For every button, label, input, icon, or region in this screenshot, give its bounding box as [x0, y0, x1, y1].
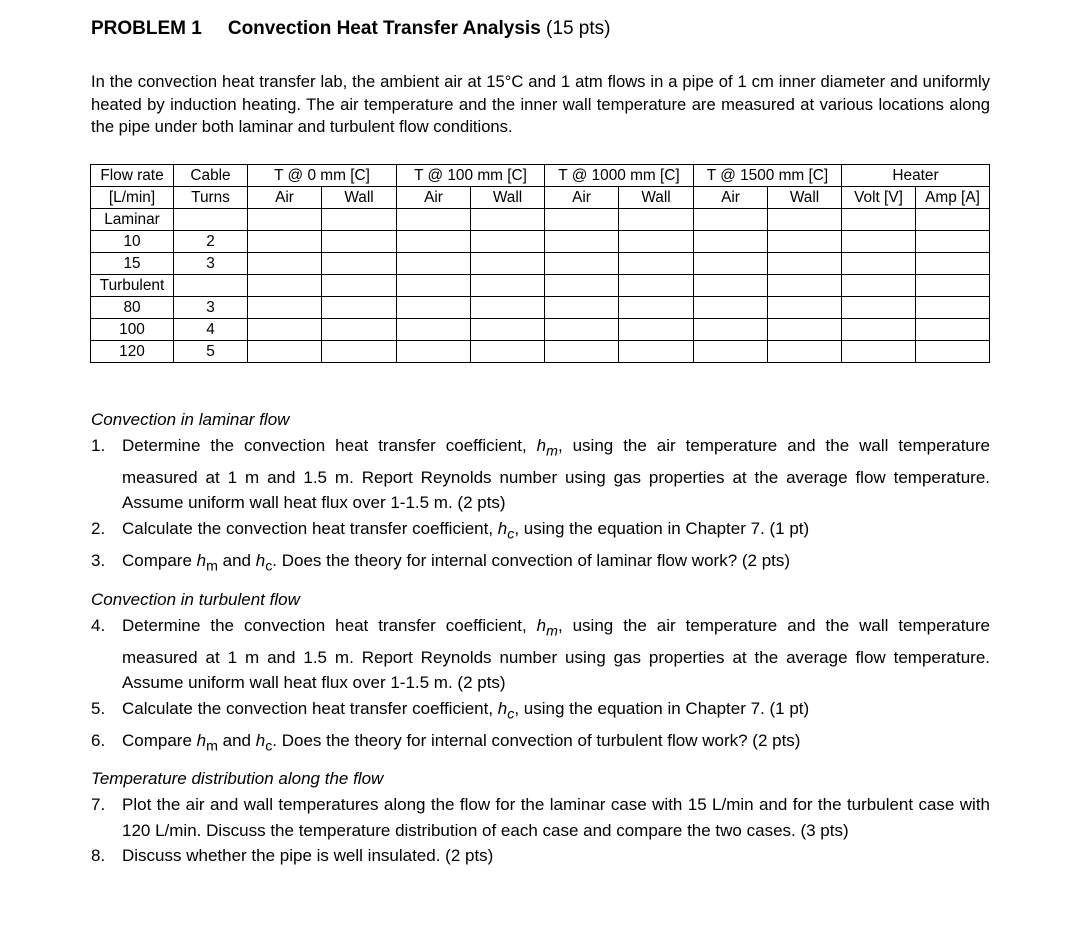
empty-cell [248, 253, 322, 275]
empty-cell [322, 341, 397, 363]
laminar-label: Laminar [91, 209, 174, 231]
flow-value: 15 [91, 253, 174, 275]
question-item [91, 728, 990, 760]
empty-cell [397, 319, 471, 341]
table-header-row-1 [91, 165, 990, 187]
empty-cell [619, 231, 694, 253]
empty-cell [397, 209, 471, 231]
empty-cell [471, 319, 545, 341]
header-wall: Wall [471, 187, 545, 209]
empty-cell [322, 209, 397, 231]
header-flow-rate: Flow rate [91, 165, 174, 187]
header-air: Air [545, 187, 619, 209]
table-row [91, 209, 990, 231]
question-number: 6. [91, 730, 106, 750]
header-volt: Volt [V] [842, 187, 916, 209]
question-text: Compare $h_m$ and $h_c$. Does the theory for internal convection of laminar flow work? (2 pts) [122, 550, 791, 575]
empty-cell [619, 341, 694, 363]
question-number: 2. [91, 518, 106, 538]
header-turns: Turns [174, 187, 248, 209]
question-text: Calculate the convection heat transfer coefficient, $h_c$, using the equation in Chapter 7. (1 pt) [122, 698, 810, 723]
turns-value: 2 [174, 231, 248, 253]
empty-cell [545, 253, 619, 275]
empty-cell [619, 275, 694, 297]
header-cable: Cable [174, 165, 248, 187]
empty-cell [842, 209, 916, 231]
empty-cell [619, 253, 694, 275]
empty-cell [545, 209, 619, 231]
empty-cell [694, 209, 768, 231]
question-text: Discuss whether the pipe is well insulated. (2 pts) [122, 846, 494, 865]
question-number: 3. [91, 550, 106, 570]
empty-cell [471, 275, 545, 297]
empty-cell [619, 319, 694, 341]
header-t0: T @ 0 mm [C] [248, 165, 397, 187]
empty-cell [842, 275, 916, 297]
flow-value: 120 [91, 341, 174, 363]
empty-cell [916, 341, 990, 363]
question-number: 7. [91, 795, 106, 814]
problem-heading [91, 18, 610, 40]
empty-cell [248, 231, 322, 253]
empty-cell [768, 319, 842, 341]
empty-cell [322, 297, 397, 319]
empty-cell [916, 253, 990, 275]
table-row [91, 253, 990, 275]
question-text: Determine the convection heat transfer coefficient, $h_m$, using the air temperature and the wall temperature measured at 1 m and 1.5 m. Report Reynolds number using gas properties at the average flow temperature. Assume uniform wall heat flux over 1-1.5 m. (2 pts) [122, 616, 990, 693]
table-row [91, 341, 990, 363]
table-row [91, 275, 990, 297]
header-flow-unit: [L/min] [91, 187, 174, 209]
empty-cell [768, 275, 842, 297]
flow-value: 10 [91, 231, 174, 253]
empty-cell [248, 209, 322, 231]
empty-cell [545, 341, 619, 363]
header-wall: Wall [322, 187, 397, 209]
empty-cell [545, 275, 619, 297]
header-air: Air [397, 187, 471, 209]
empty-cell [471, 231, 545, 253]
empty-cell [174, 209, 248, 231]
empty-cell [842, 341, 916, 363]
empty-cell [397, 253, 471, 275]
empty-cell [248, 319, 322, 341]
empty-cell [842, 231, 916, 253]
question-item [91, 696, 990, 728]
measurement-table [90, 164, 990, 363]
turns-value: 3 [174, 253, 248, 275]
empty-cell [322, 231, 397, 253]
question-item [91, 792, 990, 843]
empty-cell [248, 275, 322, 297]
intro-paragraph: In the convection heat transfer lab, the ambient air at 15°C and 1 atm flows in a pipe of 1 cm inner diameter and uniformly heated by induction heating. The air temperature and the inner wall temperature are measured at various locations along the pipe under both laminar and turbulent flow conditions. [91, 72, 990, 136]
turns-value: 3 [174, 297, 248, 319]
empty-cell [397, 297, 471, 319]
question-item [91, 516, 990, 548]
flow-value: 80 [91, 297, 174, 319]
empty-cell [694, 253, 768, 275]
header-t1000: T @ 1000 mm [C] [545, 165, 694, 187]
empty-cell [842, 253, 916, 275]
question-number: 5. [91, 698, 106, 718]
empty-cell [545, 319, 619, 341]
empty-cell [397, 341, 471, 363]
header-t100: T @ 100 mm [C] [397, 165, 545, 187]
section-title-laminar: Convection in laminar flow [91, 410, 290, 429]
empty-cell [322, 319, 397, 341]
empty-cell [768, 341, 842, 363]
turbulent-label: Turbulent [91, 275, 174, 297]
question-item [91, 613, 990, 696]
empty-cell [694, 275, 768, 297]
empty-cell [916, 275, 990, 297]
empty-cell [768, 231, 842, 253]
question-item [91, 433, 990, 516]
table-row [91, 231, 990, 253]
empty-cell [694, 231, 768, 253]
question-text: Determine the convection heat transfer coefficient, $h_m$, using the air temperature and the wall temperature measured at 1 m and 1.5 m. Report Reynolds number using gas properties at the average flow temperature. Assume uniform wall heat flux over 1-1.5 m. (2 pts) [122, 436, 990, 513]
problem-points: (15 pts) [546, 18, 611, 39]
question-item [91, 843, 990, 869]
empty-cell [768, 253, 842, 275]
empty-cell [322, 275, 397, 297]
header-heater: Heater [842, 165, 990, 187]
header-air: Air [248, 187, 322, 209]
question-number: 1. [91, 436, 106, 455]
turns-value: 5 [174, 341, 248, 363]
empty-cell [545, 231, 619, 253]
empty-cell [842, 297, 916, 319]
empty-cell [768, 209, 842, 231]
empty-cell [322, 253, 397, 275]
section-title-temperature: Temperature distribution along the flow [91, 769, 384, 788]
empty-cell [397, 275, 471, 297]
empty-cell [471, 341, 545, 363]
table-row [91, 297, 990, 319]
question-text: Calculate the convection heat transfer coefficient, $h_c$, using the equation in Chapter 7. (1 pt) [122, 518, 810, 543]
problem-number: PROBLEM 1 [91, 18, 202, 39]
empty-cell [768, 297, 842, 319]
header-wall: Wall [768, 187, 842, 209]
empty-cell [174, 275, 248, 297]
empty-cell [248, 341, 322, 363]
empty-cell [619, 209, 694, 231]
header-amp: Amp [A] [916, 187, 990, 209]
header-air: Air [694, 187, 768, 209]
empty-cell [397, 231, 471, 253]
empty-cell [916, 297, 990, 319]
empty-cell [842, 319, 916, 341]
temperature-question-list [91, 792, 990, 869]
question-number: 4. [91, 616, 106, 635]
empty-cell [694, 297, 768, 319]
empty-cell [694, 319, 768, 341]
empty-cell [916, 231, 990, 253]
problem-title: Convection Heat Transfer Analysis [227, 18, 541, 39]
question-number: 8. [91, 846, 106, 865]
empty-cell [471, 253, 545, 275]
header-t1500: T @ 1500 mm [C] [694, 165, 842, 187]
empty-cell [694, 341, 768, 363]
flow-value: 100 [91, 319, 174, 341]
question-item [91, 548, 990, 580]
empty-cell [545, 297, 619, 319]
turns-value: 4 [174, 319, 248, 341]
table-row [91, 319, 990, 341]
header-wall: Wall [619, 187, 694, 209]
empty-cell [619, 297, 694, 319]
section-title-turbulent: Convection in turbulent flow [91, 590, 300, 609]
empty-cell [471, 297, 545, 319]
question-text: Compare $h_m$ and $h_c$. Does the theory for internal convection of turbulent flow work? (2 pts) [122, 730, 801, 755]
empty-cell [248, 297, 322, 319]
table-header-row-2 [91, 187, 990, 209]
empty-cell [471, 209, 545, 231]
laminar-question-list [91, 433, 990, 580]
turbulent-question-list [91, 613, 990, 760]
empty-cell [916, 209, 990, 231]
question-text: Plot the air and wall temperatures along the flow for the laminar case with 15 L/min and for the turbulent case with 120 L/min. Discuss the temperature distribution of each case and compare the two cases. (3 pts) [122, 795, 990, 840]
empty-cell [916, 319, 990, 341]
